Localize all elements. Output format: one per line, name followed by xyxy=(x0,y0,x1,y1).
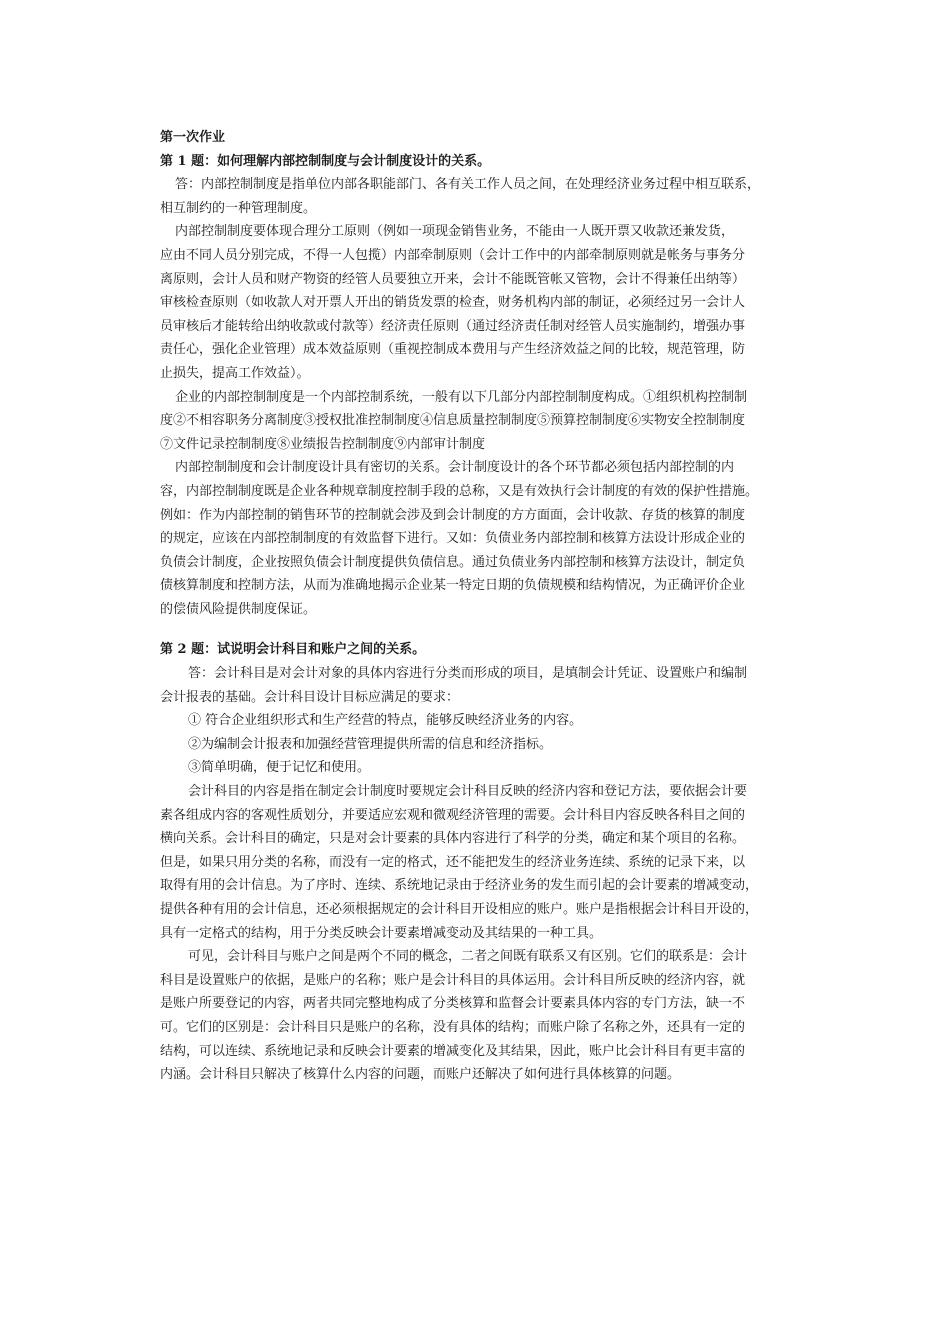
q2-answer-line: 会计报表的基础。会计科目设计目标应满足的要求： xyxy=(160,689,460,705)
q1-answer-line: 员审核后才能转给出纳收款或付款等）经济责任原则（通过经济责任制对经管人员实施制约，增强办事 xyxy=(160,318,746,334)
q2-answer-line: 科目是设置账户的依据，是账户的名称；账户是会计科目的具体运用。会计科目所反映的经济内容，就 xyxy=(160,972,746,988)
q1-answer-line: 负债会计制度，企业按照负债会计制度提供负债信息。通过负债业务内部控制和核算方法设计，制定负 xyxy=(160,554,746,570)
q2-answer-line: 可。它们的区别是：会计科目只是账户的名称，没有具体的结构；而账户除了名称之外，还具有一定的 xyxy=(160,1019,746,1035)
q1-answer-line: 企业的内部控制制度是一个内部控制系统，一般有以下几部分内部控制制度构成。①组织机构控制制 xyxy=(175,389,748,405)
q1-answer-line: 审核检查原则（如收款人对开票人开出的销货发票的检查，财务机构内部的制证，必须经过另一会计人 xyxy=(160,295,746,311)
document-content xyxy=(160,126,822,1087)
q1-answer-line: 的偿债风险提供制度保证。 xyxy=(160,601,317,617)
q2-answer-line: ③简单明确，便于记忆和使用。 xyxy=(188,760,371,776)
q1-answer-line: 内部控制制度要体现合理分工原则（例如一项现金销售业务，不能由一人既开票又收款还兼发货， xyxy=(175,224,735,240)
q1-answer-line: 例如：作为内部控制的销售环节的控制就会涉及到会计制度的方方面面，会计收款、存货的核算的制度 xyxy=(160,507,746,523)
q2-answer-line: 答：会计科目是对会计对象的具体内容进行分类而形成的项目，是填制会计凭证、设置账户和编制 xyxy=(188,666,748,682)
q1-answer-line: ⑦文件记录控制制度⑧业绩报告控制制度⑨内部审计制度 xyxy=(160,436,486,452)
q1-answer-line: 债核算制度和控制方法，从而为准确地揭示企业某一特定日期的负债规模和结构情况，为正确评价企业 xyxy=(160,578,746,594)
q2-answer-line: 提供各种有用的会计信息，还必须根据规定的会计科目开设相应的账户。账户是指根据会计科目开设的， xyxy=(160,902,759,917)
q2-answer-line: 但是，如果只用分类的名称，而没有一定的格式，还不能把发生的经济业务连续、系统的记录下来，以 xyxy=(160,854,746,870)
question-1-title: 第 1 题：如何理解内部控制制度与会计制度设计的关系。 xyxy=(160,153,491,169)
q1-answer-line: 容，内部控制制度既是企业各种规章制度控制手段的总称，又是有效执行会计制度的有效的保护性措施。 xyxy=(160,483,759,499)
q2-answer-line: 横向关系。会计科目的确定，只是对会计要素的具体内容进行了科学的分类，确定和某个项目的名称。 xyxy=(160,831,746,847)
q1-answer-line: 离原则，会计人员和财产物资的经管人员要独立开来，会计不能既管帐又管物，会计不得兼任出纳等） xyxy=(160,271,746,287)
q2-answer-line: ②为编制会计报表和加强经营管理提供所需的信息和经济指标。 xyxy=(188,736,553,752)
q1-answer-line: 责任心，强化企业管理）成本效益原则（重视控制成本费用与产生经济效益之间的比较，规范管理，防 xyxy=(160,342,746,358)
section-gap xyxy=(160,621,822,638)
q1-answer-line: 度②不相容职务分离制度③授权批准控制制度④信息质量控制制度⑤预算控制制度⑥实物安全控制制度 xyxy=(160,413,746,429)
q2-answer-line: 内涵。会计科目只解决了核算什么内容的问题，而账户还解决了如何进行具体核算的问题。 xyxy=(160,1067,681,1083)
q2-answer-line: 结构，可以连续、系统地记录和反映会计要素的增减变化及其结果，因此，账户比会计科目有更丰富的 xyxy=(160,1043,746,1059)
q1-answer-line: 相互制约的一种管理制度。 xyxy=(160,200,317,216)
q2-answer-line: ① 符合企业组织形式和生产经营的特点，能够反映经济业务的内容。 xyxy=(188,713,583,729)
document-title: 第一次作业 xyxy=(160,130,226,145)
q1-answer-line: 内部控制制度和会计制度设计具有密切的关系。会计制度设计的各个环节都必须包括内部控制的内 xyxy=(175,460,735,476)
q2-answer-line: 具有一定格式的结构，用于分类反映会计要素增减变动及其结果的一种工具。 xyxy=(160,925,603,941)
q1-answer-line: 的规定，应该在内部控制制度的有效监督下进行。又如：负债业务内部控制和核算方法设计形成企业的 xyxy=(160,531,746,547)
q2-answer-line: 可见，会计科目与账户之间是两个不同的概念，二者之间既有联系又有区别。它们的联系是：会计 xyxy=(188,949,748,965)
q2-answer-line: 会计科目的内容是指在制定会计制度时要规定会计科目反映的经济内容和登记方法，要依据会计要 xyxy=(188,784,748,800)
q2-answer-line: 取得有用的会计信息。为了序时、连续、系统地记录由于经济业务的发生而引起的会计要素的增减变动， xyxy=(160,878,759,894)
q1-answer-line: 应由不同人员分别完成，不得一人包揽）内部牵制原则（会计工作中的内部牵制原则就是帐务与事务分 xyxy=(160,247,746,263)
q2-answer-line: 素各组成内容的客观性质划分，并要适应宏观和微观经济管理的需要。会计科目内容反映各科目之间的 xyxy=(160,807,746,823)
q1-answer-line: 止损失，提高工作效益）。 xyxy=(160,365,310,381)
q2-answer-line: 是账户所要登记的内容，两者共同完整地构成了分类核算和监督会计要素具体内容的专门方法，缺一不 xyxy=(160,996,746,1012)
q1-answer-line: 答：内部控制制度是指单位内部各职能部门、各有关工作人员之间，在处理经济业务过程中相互联系， xyxy=(175,177,761,193)
question-2-title: 第 2 题：试说明会计科目和账户之间的关系。 xyxy=(160,642,426,658)
